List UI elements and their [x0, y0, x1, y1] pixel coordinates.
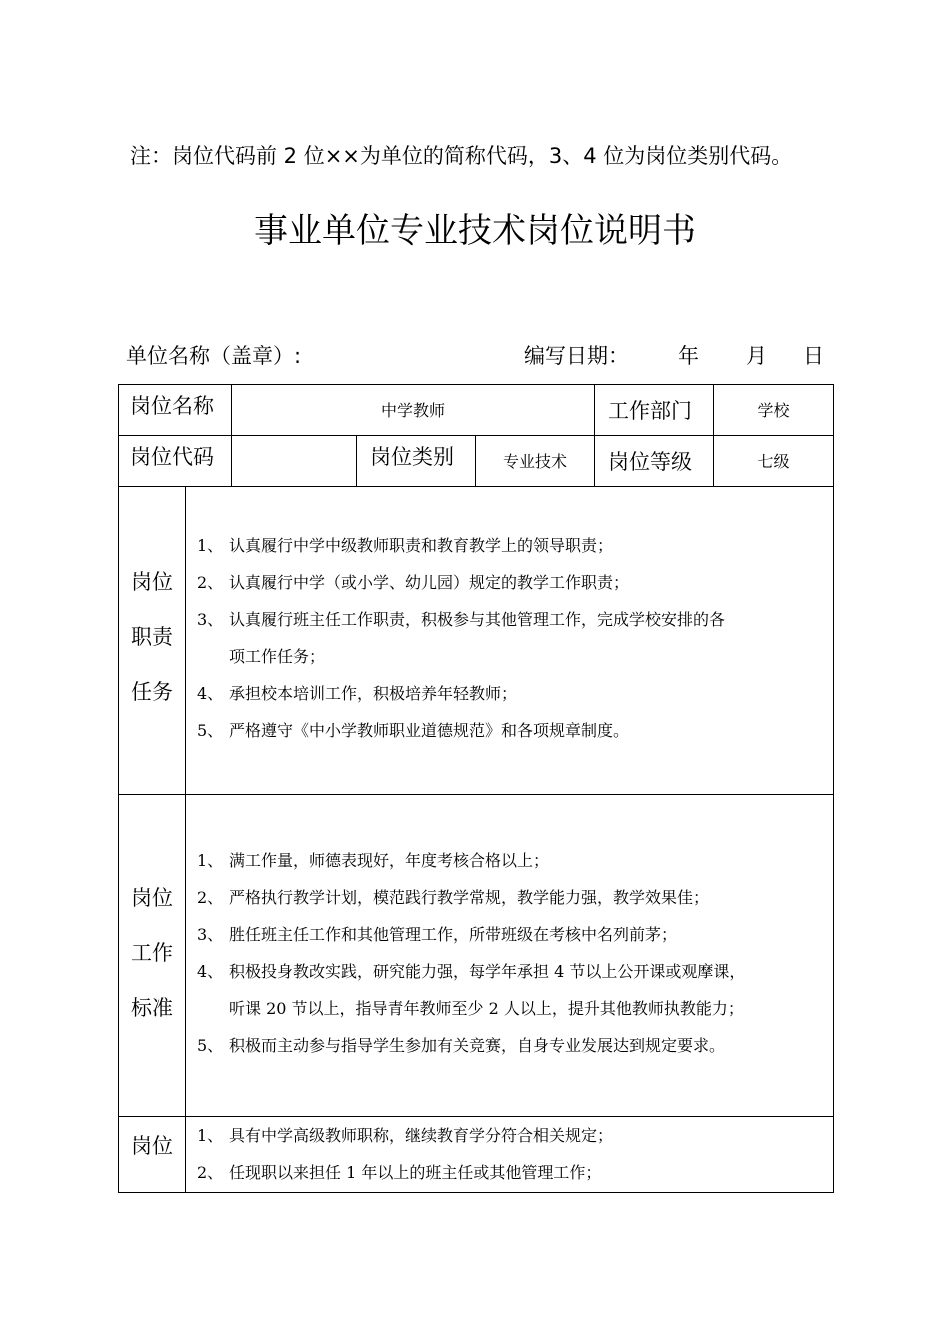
table-border-bottom: [118, 1192, 834, 1193]
post-level-label: 岗位等级: [608, 450, 692, 474]
col-divider: [356, 435, 357, 486]
duties-label: 岗位 职责 任务: [131, 570, 173, 704]
document-title: 事业单位专业技术岗位说明书: [254, 211, 696, 251]
list-item: 1、 满工作量，师德表现好，年度考核合格以上；: [197, 851, 550, 870]
post-category-value: 专业技术: [502, 452, 567, 471]
standards-label: 岗位 工作 标准: [131, 886, 173, 1020]
post-name-label: 岗位名称: [130, 394, 214, 418]
unit-name-label: 单位名称（盖章）:: [126, 344, 302, 368]
standards-list: [197, 842, 829, 1064]
date-label: 编写日期：: [524, 344, 629, 368]
duties-list: [197, 527, 829, 749]
list-item: 5、 严格遵守《中小学教师职业道德规范》和各项规章制度。: [197, 721, 630, 740]
post-category-label: 岗位类别: [370, 445, 454, 469]
list-item: 2、 认真履行中学（或小学、幼儿园）规定的教学工作职责；: [197, 573, 630, 592]
department-value: 学校: [757, 401, 790, 420]
day-label: 日: [803, 344, 824, 368]
list-item: 3、 认真履行班主任工作职责，积极参与其他管理工作，完成学校安排的各: [197, 610, 726, 629]
list-item: 4、 积极投身教改实践，研究能力强，每学年承担 4 节以上公开课或观摩课，: [197, 962, 746, 981]
table-border-right: [833, 384, 834, 1193]
post-code-label: 岗位代码: [130, 445, 214, 469]
col-divider: [594, 384, 595, 486]
row-divider: [118, 435, 834, 436]
list-item: 1、 认真履行中学中级教师职责和教育教学上的领导职责；: [197, 536, 614, 555]
month-label: 月: [746, 344, 767, 368]
row-divider: [118, 486, 834, 487]
requirements-list: [197, 1117, 829, 1191]
department-label: 工作部门: [608, 399, 692, 423]
list-item: 5、 积极而主动参与指导学生参加有关竞赛，自身专业发展达到规定要求。: [197, 1036, 726, 1055]
list-item: 4、 承担校本培训工作，积极培养年轻教师；: [197, 684, 518, 703]
table-border-left: [118, 384, 119, 1193]
post-name-value: 中学教师: [380, 401, 445, 420]
list-item: 2、 严格执行教学计划，模范践行教学常规，教学能力强，教学效果佳；: [197, 888, 710, 907]
note-text: 注：岗位代码前 2 位××为单位的简称代码，3、4 位为岗位类别代码。: [130, 144, 793, 168]
list-item: 3、 胜任班主任工作和其他管理工作，所带班级在考核中名列前茅；: [197, 925, 678, 944]
list-item: 2、 任现职以来担任 1 年以上的班主任或其他管理工作；: [197, 1163, 602, 1182]
requirements-label: 岗位: [131, 1134, 173, 1158]
post-level-value: 七级: [757, 452, 790, 471]
row-divider: [118, 794, 834, 795]
list-item-continuation: 听课 20 节以上，指导青年教师至少 2 人以上，提升其他教师执教能力；: [229, 999, 744, 1018]
post-description-table: [118, 384, 834, 1193]
col-divider: [185, 486, 186, 1193]
list-item: 1、 具有中学高级教师职称，继续教育学分符合相关规定；: [197, 1126, 614, 1145]
table-border-top: [118, 384, 834, 385]
list-item-continuation: 项工作任务；: [229, 647, 326, 666]
year-label: 年: [678, 344, 699, 368]
